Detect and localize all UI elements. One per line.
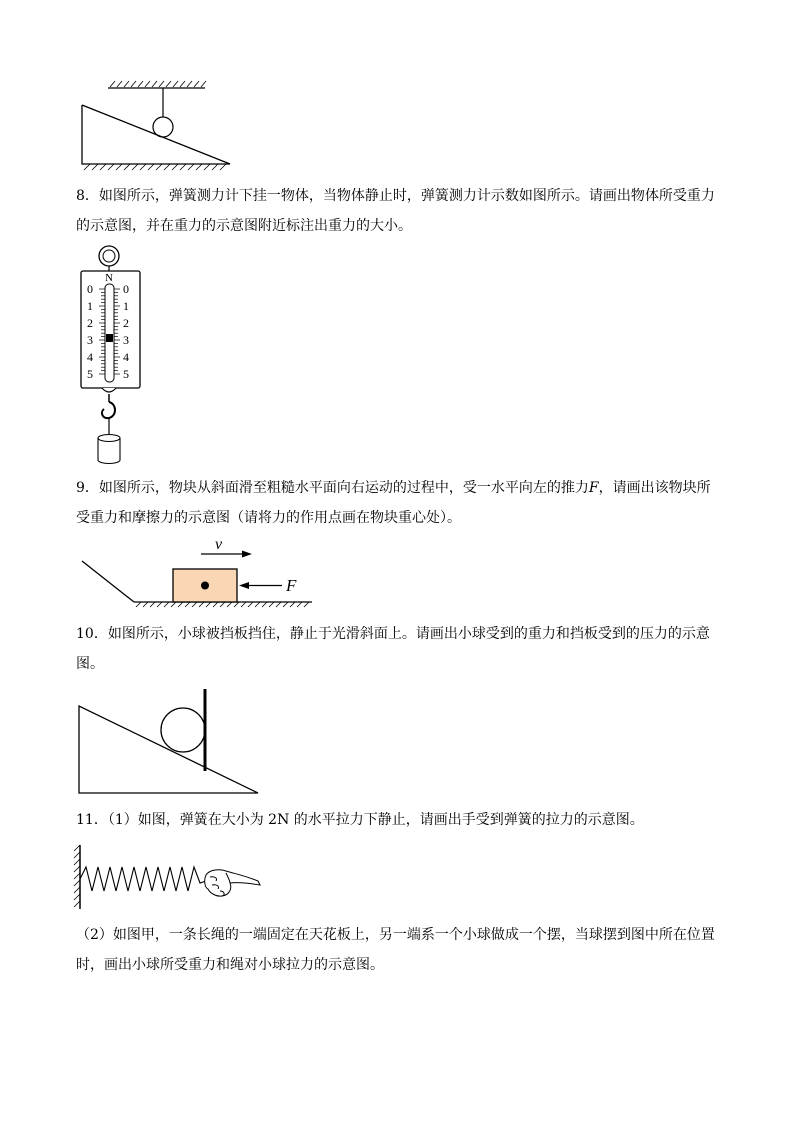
left-scale-5: 5 [87, 367, 93, 381]
spring-scale-figure [78, 244, 148, 470]
force-variable: F [588, 480, 599, 496]
question-10 [76, 619, 726, 679]
ball-board-figure [76, 686, 266, 798]
question-11-line-1: 11．（1）如图，弹簧在大小为 2N 的水平拉力下静止，请画出手受到弹簧的拉力的示意图。 [76, 812, 644, 828]
right-scale-1: 1 [123, 299, 129, 313]
ball [161, 708, 205, 752]
incline-ball-figure [70, 78, 240, 173]
left-scale-3: 3 [87, 333, 93, 347]
question-10-line-1: 10．如图所示，小球被挡板挡住，静止于光滑斜面上。请画出小球受到的重力和挡板受到的压力的示意 [76, 626, 710, 642]
right-scale-3: 3 [123, 333, 129, 347]
incline [82, 105, 230, 164]
question-11-part-2 [76, 920, 726, 980]
left-scale-0: 0 [87, 282, 93, 296]
scale-unit-label: N [105, 272, 113, 284]
question-11-part-2-line-2: 时，画出小球所受重力和绳对小球拉力的示意图。 [76, 957, 384, 973]
spring [80, 867, 206, 891]
force-label: F [286, 576, 297, 595]
question-8 [76, 181, 726, 241]
question-11-part-2-line-1: （2）如图甲，一条长绳的一端固定在天花板上，另一端系一个小球做成一个摆，当球摆到图中所在位置 [76, 927, 715, 943]
question-9 [76, 473, 726, 533]
left-scale-2: 2 [87, 316, 93, 330]
scale-hook [102, 402, 115, 418]
right-scale-0: 0 [123, 282, 129, 296]
question-10-line-2: 图。 [76, 656, 104, 672]
center-of-gravity [201, 582, 209, 590]
right-scale-2: 2 [123, 316, 129, 330]
left-scale-1: 1 [87, 299, 93, 313]
scale-pointer [106, 334, 113, 342]
spring-hand-figure [70, 843, 270, 913]
right-scale-5: 5 [123, 367, 129, 381]
velocity-label: v [215, 536, 223, 553]
left-scale-4: 4 [87, 350, 93, 364]
slope [82, 561, 134, 602]
hanging-weight [98, 435, 120, 464]
question-9-line-1: 9．如图所示，物块从斜面滑至粗糙水平面向右运动的过程中，受一水平向左的推力F，请画出该物块所 [76, 480, 711, 496]
right-scale-4: 4 [123, 350, 129, 364]
question-11-part-1 [76, 805, 726, 835]
hand [205, 870, 260, 896]
question-9-line-2: 受重力和摩擦力的示意图（请将力的作用点画在物块重心处）。 [76, 510, 461, 526]
question-8-line-2: 的示意图，并在重力的示意图附近标注出重力的大小。 [76, 218, 412, 234]
question-8-line-1: 8．如图所示，弹簧测力计下挂一物体，当物体静止时，弹簧测力计示数如图所示。请画出物体所受重力 [76, 188, 715, 204]
block-figure [76, 536, 316, 608]
